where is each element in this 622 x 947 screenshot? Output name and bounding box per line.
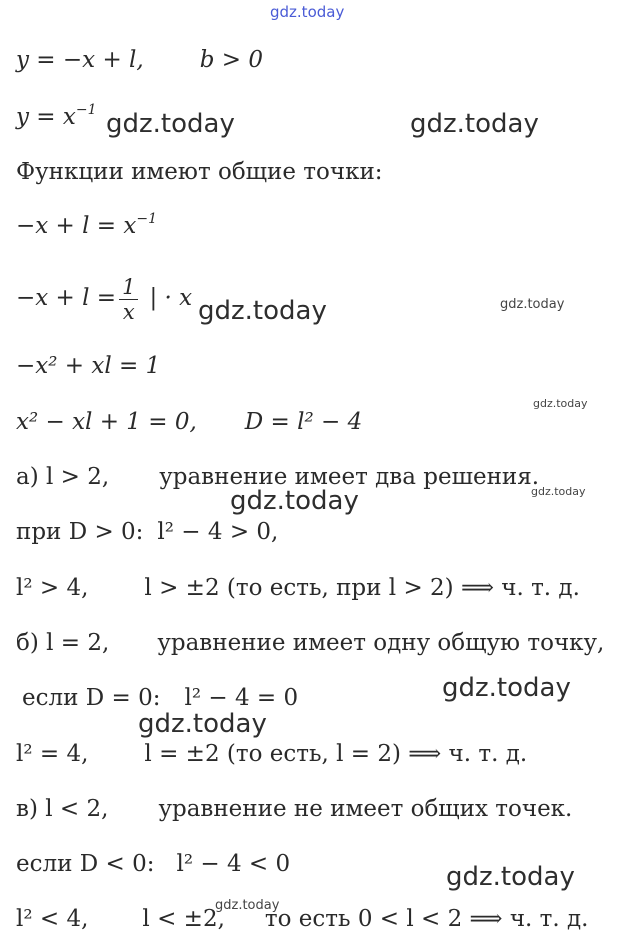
- watermark: gdz.today: [410, 109, 539, 139]
- watermark: gdz.today: [446, 862, 575, 892]
- watermark: gdz.today: [198, 296, 327, 326]
- watermark: gdz.today: [442, 673, 571, 703]
- watermark: gdz.today: [531, 485, 586, 498]
- line-6: −x² + xl = 1: [16, 353, 161, 379]
- line-8: а) l > 2, уравнение имеет два решения.: [16, 464, 540, 490]
- line-11: б) l = 2, уравнение имеет одну общую точку,: [16, 630, 605, 656]
- watermark: gdz.today: [106, 109, 235, 139]
- line-2: $y = x^{-1}$: [16, 102, 97, 130]
- line-16: l² < 4, l < ±2, то есть 0 < l < 2 ⟹ ч. т. д.: [16, 906, 589, 932]
- line-13: l² = 4, l = ±2 (то есть, l = 2) ⟹ ч. т. д.: [16, 741, 528, 767]
- line-7: x² − xl + 1 = 0, D = l² − 4: [16, 409, 363, 435]
- line-14: в) l < 2, уравнение не имеет общих точек.: [16, 796, 573, 822]
- fraction: $\frac{1}{x}$: [119, 275, 138, 324]
- watermark-top: gdz.today: [270, 3, 345, 21]
- line-9: при D > 0: l² − 4 > 0,: [16, 519, 279, 545]
- watermark: gdz.today: [500, 297, 565, 312]
- line-4: $-x + l = x^{-1}$: [16, 211, 157, 239]
- watermark: gdz.today: [215, 898, 280, 913]
- line-12: если D = 0: l² − 4 = 0: [22, 685, 299, 711]
- line-1: y = −x + l, b > 0: [16, 47, 263, 73]
- line-3: Функции имеют общие точки:: [16, 159, 383, 185]
- line-15: если D < 0: l² − 4 < 0: [16, 851, 291, 877]
- watermark: gdz.today: [533, 397, 588, 410]
- watermark: gdz.today: [230, 486, 359, 516]
- line-5: −x + l = $\frac{1}{x}$ | · x: [16, 274, 193, 324]
- line-10: l² > 4, l > ±2 (то есть, при l > 2) ⟹ ч. т. д.: [16, 575, 580, 601]
- watermark: gdz.today: [138, 709, 267, 739]
